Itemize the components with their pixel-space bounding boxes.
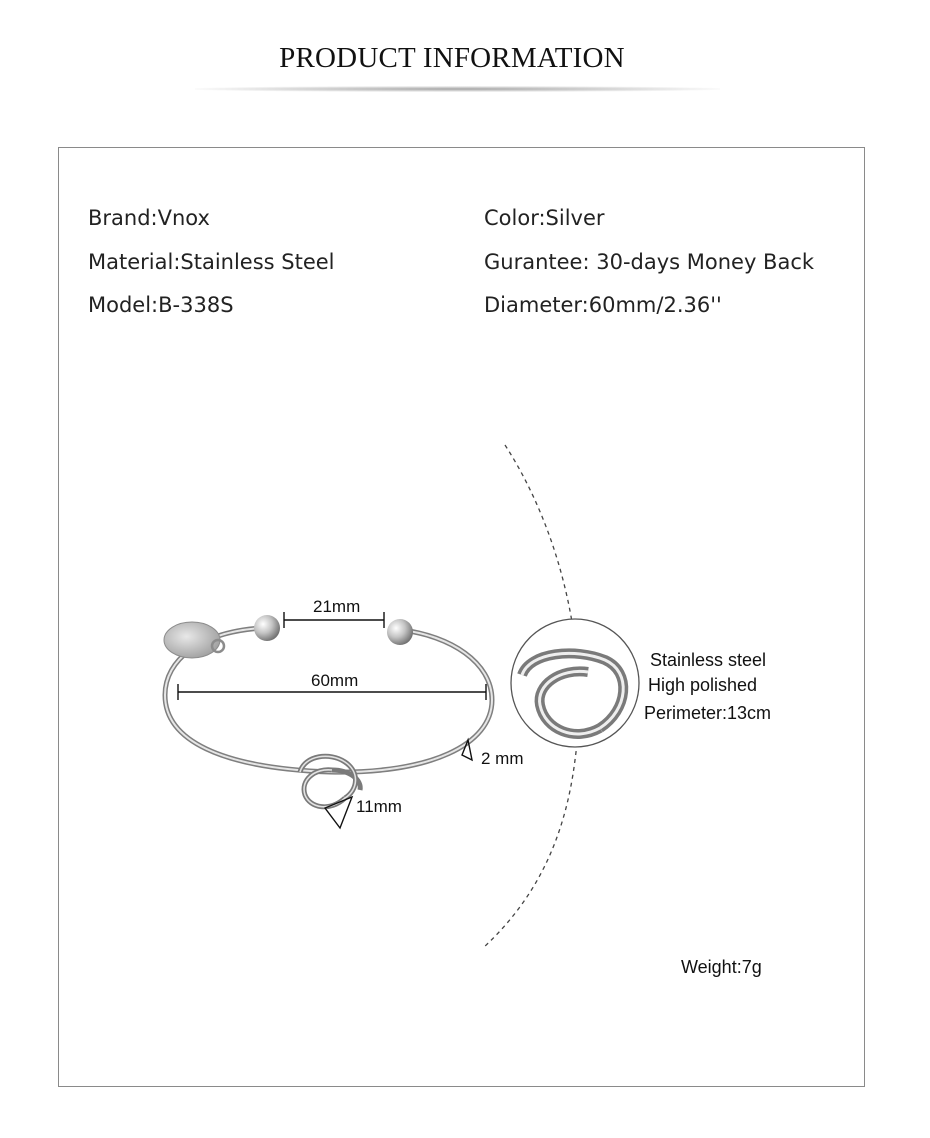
spec-guarantee: Gurantee: 30-days Money Back	[484, 250, 815, 274]
charm-disc	[164, 622, 220, 658]
diameter-label: 60mm	[311, 671, 359, 690]
spec-model: Model:B-338S	[88, 293, 234, 317]
end-ball-right	[387, 619, 413, 645]
detail-material: Stainless steel	[650, 650, 767, 670]
spec-color: Color:Silver	[484, 206, 605, 230]
page-title: PRODUCT INFORMATION	[279, 42, 625, 74]
spec-material: Material:Stainless Steel	[88, 250, 335, 274]
wire-label: 2 mm	[481, 749, 524, 768]
detail-circle	[511, 619, 639, 747]
weight-label: Weight:7g	[681, 957, 762, 977]
detail-finish: High polished	[648, 675, 758, 695]
spec-brand: Brand:Vnox	[88, 206, 210, 230]
detail-perimeter: Perimeter:13cm	[644, 703, 772, 723]
bangle-image	[164, 615, 492, 807]
gap-label: 21mm	[313, 597, 361, 616]
end-ball-left	[254, 615, 280, 641]
spec-diameter: Diameter:60mm/2.36''	[484, 293, 722, 317]
knot-label: 11mm	[356, 797, 402, 816]
